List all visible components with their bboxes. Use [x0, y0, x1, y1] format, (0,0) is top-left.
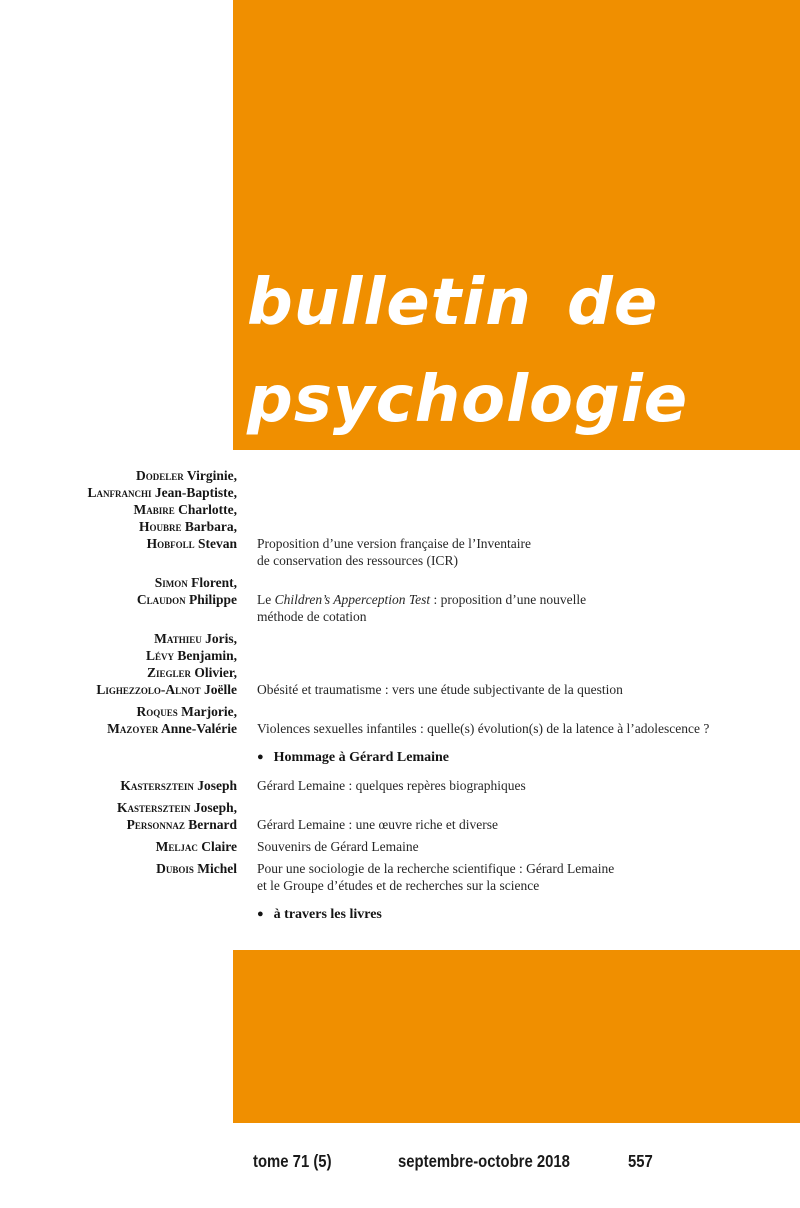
article-title-line: [257, 838, 785, 855]
author-given-name: Olivier,: [191, 665, 237, 680]
author-surname: Roques: [136, 704, 178, 719]
article-title-line: [257, 591, 785, 608]
title-cell: [257, 777, 785, 794]
author-given-name: Philippe: [185, 592, 237, 607]
authors-cell: [40, 860, 237, 894]
author-surname: Meljac: [155, 839, 198, 854]
toc-entry: [40, 799, 785, 833]
article-title-text: Obésité et traumatisme : vers une étude subjectivante de la question: [257, 682, 623, 697]
footer-volume: tome 71 (5): [253, 1151, 332, 1171]
bullet-icon: ●: [257, 908, 264, 920]
author-given-name: Benjamin,: [173, 648, 237, 663]
article-title-text: Gérard Lemaine : quelques repères biographiques: [257, 778, 526, 793]
article-title-line: [257, 816, 785, 833]
article-title-italic-segment: Children’s Apperception Test: [274, 592, 431, 607]
authors-cell: [40, 574, 237, 625]
section-heading-row: [40, 749, 785, 766]
section-heading-label: Hommage à Gérard Lemaine: [273, 750, 450, 765]
section-heading-label: à travers les livres: [273, 907, 382, 922]
author-surname: Claudon: [136, 592, 186, 607]
author-name: [40, 518, 237, 535]
article-title-text: Gérard Lemaine : une œuvre riche et diverse: [257, 817, 499, 832]
contents-list: [40, 467, 785, 923]
author-given-name: Jean-Baptiste,: [151, 485, 237, 500]
author-name: [40, 647, 237, 664]
toc-entry: [40, 703, 785, 737]
author-given-name: Anne-Valérie: [158, 721, 237, 736]
author-given-name: Virginie,: [183, 468, 237, 483]
author-name: [40, 681, 237, 698]
author-given-name: Michel: [193, 861, 237, 876]
author-name: [40, 664, 237, 681]
author-surname: Ziegler: [146, 665, 191, 680]
author-name: [40, 799, 237, 816]
masthead-line-1: bulletin de: [247, 266, 659, 340]
article-title-line: [257, 860, 785, 877]
article-title-line: [257, 720, 785, 737]
article-title-line: [257, 608, 785, 625]
author-surname: Kastersztein: [120, 778, 194, 793]
article-title-line: [257, 535, 785, 552]
author-given-name: Marjorie,: [177, 704, 237, 719]
author-name: [40, 501, 237, 518]
author-name: [40, 777, 237, 794]
authors-cell: [40, 749, 237, 766]
author-name: [40, 484, 237, 501]
author-name: [40, 838, 237, 855]
author-surname: Mathieu: [154, 631, 202, 646]
author-surname: Simon: [154, 575, 188, 590]
author-name: [40, 591, 237, 608]
toc-entry: [40, 574, 785, 625]
section-heading: [257, 749, 785, 766]
journal-masthead: [247, 255, 688, 449]
bullet-icon: ●: [257, 751, 264, 763]
author-name: [40, 816, 237, 833]
author-given-name: Stevan: [194, 536, 237, 551]
article-title-text: Pour une sociologie de la recherche scientifique : Gérard Lemaine: [257, 861, 615, 876]
title-cell: [257, 860, 785, 894]
author-surname: Houbre: [138, 519, 182, 534]
author-name: [40, 574, 237, 591]
toc-entry: [40, 630, 785, 698]
masthead-line-2: psychologie: [247, 363, 689, 437]
article-title-text: Proposition d’une version française de l’Inventaire: [257, 536, 532, 551]
toc-entry: [40, 777, 785, 794]
author-surname: Kastersztein: [116, 800, 191, 815]
author-surname: Hobfoll: [146, 536, 195, 551]
author-given-name: Bernard: [184, 817, 237, 832]
author-given-name: Florent,: [187, 575, 237, 590]
article-title-line: [257, 777, 785, 794]
authors-cell: [40, 906, 237, 923]
article-title-line: [257, 681, 785, 698]
author-given-name: Joseph: [193, 778, 237, 793]
author-surname: Dubois: [156, 861, 194, 876]
author-given-name: Joseph,: [190, 800, 237, 815]
article-title-line: [257, 552, 785, 569]
author-name: [40, 703, 237, 720]
author-given-name: Joëlle: [200, 682, 237, 697]
article-title-text: de conservation des ressources (ICR): [257, 553, 458, 568]
toc-entry: [40, 860, 785, 894]
article-title-text: et le Groupe d’études et de recherches sur la science: [257, 878, 540, 893]
author-surname: Lanfranchi: [87, 485, 152, 500]
authors-cell: [40, 799, 237, 833]
toc-entry: [40, 467, 785, 569]
title-cell: [257, 838, 785, 855]
author-name: [40, 535, 237, 552]
footer-page-number: 557: [628, 1151, 653, 1171]
authors-cell: [40, 838, 237, 855]
authors-cell: [40, 467, 237, 569]
author-surname: Dodeler: [135, 468, 184, 483]
author-name: [40, 467, 237, 484]
authors-cell: [40, 703, 237, 737]
author-surname: Lévy: [145, 648, 174, 663]
footer-issue-date: septembre-octobre 2018: [398, 1151, 570, 1171]
article-title-text: Violences sexuelles infantiles : quelle(s) évolution(s) de la latence à l’adolescence ?: [257, 721, 710, 736]
author-given-name: Charlotte,: [174, 502, 237, 517]
author-name: [40, 860, 237, 877]
author-name: [40, 720, 237, 737]
author-given-name: Barbara,: [181, 519, 237, 534]
section-heading: [257, 906, 785, 923]
author-surname: Mazoyer: [107, 721, 159, 736]
title-cell: [257, 574, 785, 625]
section-heading-row: [40, 906, 785, 923]
title-cell: [257, 467, 785, 569]
article-title-text: Souvenirs de Gérard Lemaine: [257, 839, 419, 854]
author-surname: Lighezzolo-Alnot: [96, 682, 201, 697]
authors-cell: [40, 630, 237, 698]
title-cell: [257, 630, 785, 698]
author-surname: Personnaz: [126, 817, 185, 832]
table-of-contents: [40, 467, 785, 934]
author-surname: Mabire: [133, 502, 175, 517]
article-title-text: Le: [257, 592, 275, 607]
author-given-name: Claire: [197, 839, 237, 854]
title-cell: [257, 703, 785, 737]
authors-cell: [40, 777, 237, 794]
article-title-text: : proposition d’une nouvelle: [430, 592, 587, 607]
author-name: [40, 630, 237, 647]
bottom-orange-panel: [233, 950, 800, 1123]
title-cell: [257, 799, 785, 833]
article-title-text: méthode de cotation: [257, 609, 367, 624]
toc-entry: [40, 838, 785, 855]
article-title-line: [257, 877, 785, 894]
author-given-name: Joris,: [201, 631, 237, 646]
